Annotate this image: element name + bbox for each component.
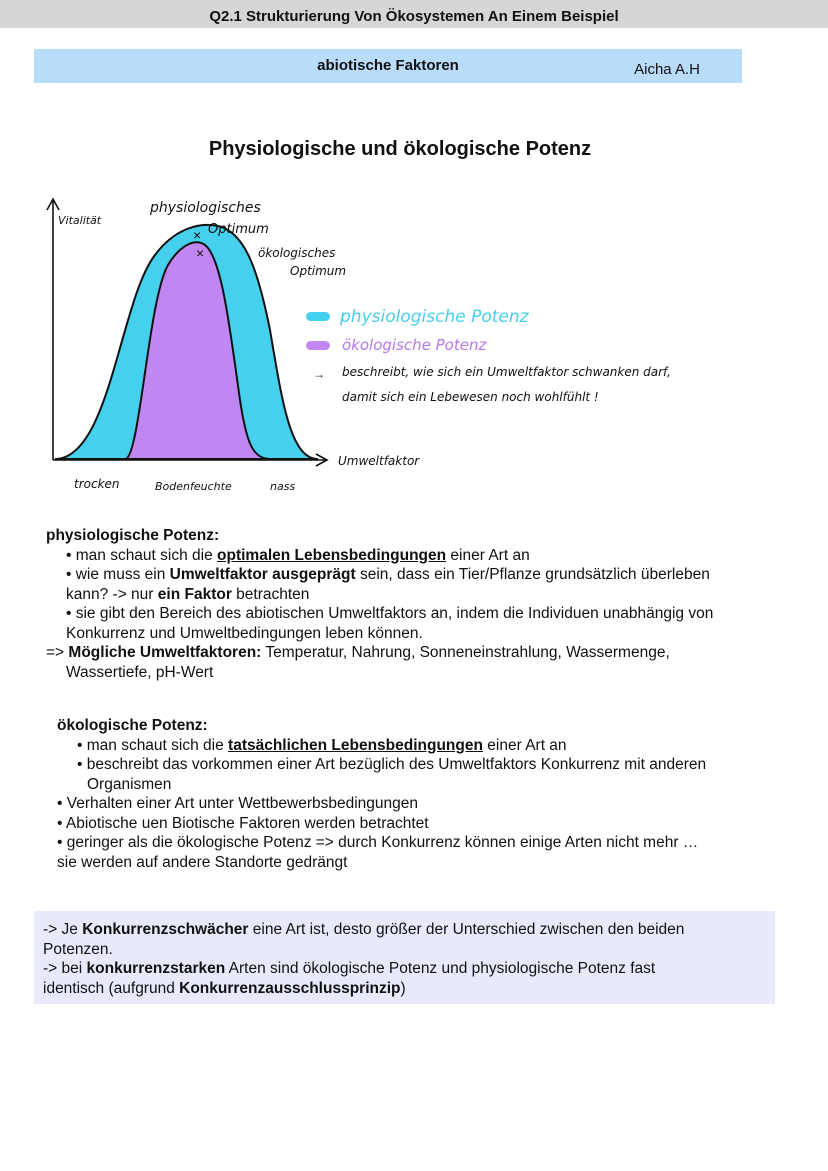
summary-box — [34, 911, 775, 1004]
oek-line-3: Organismen — [87, 775, 172, 793]
phys-line-5: Konkurrenz und Umweltbedingungen leben können. — [66, 624, 423, 642]
phys-optimum-marker: × — [193, 227, 202, 243]
note-line-2: damit sich ein Lebewesen noch wohlfühlt ! — [342, 390, 599, 404]
oek-heading: ökologische Potenz: — [57, 717, 208, 734]
summary-line-4: identisch (aufgrund Konkurrenzausschlussprinzip) — [43, 979, 406, 997]
legend-oek-label: ökologische Potenz — [342, 336, 487, 354]
subheader-topic: abiotische Faktoren — [317, 57, 459, 74]
oek-line-1: • man schaut sich die tatsächlichen Lebensbedingungen einer Art an — [77, 736, 567, 754]
legend-oek-swatch — [306, 341, 330, 350]
phys-line-7: Wassertiefe, pH-Wert — [66, 663, 214, 681]
x-tick-trocken: trocken — [74, 477, 120, 491]
subheader-bar — [34, 49, 742, 83]
summary-line-2: Potenzen. — [43, 940, 113, 958]
oek-optimum-label-1: ökologisches — [258, 246, 336, 260]
legend-phys-label: physiologische Potenz — [340, 307, 529, 327]
legend-phys-swatch — [306, 312, 330, 321]
summary-line-3: -> bei konkurrenzstarken Arten sind ökologische Potenz und physiologische Potenz fast — [43, 960, 656, 977]
oek-line-6: • geringer als die ökologische Potenz => durch Konkurrenz können einige Arten nicht mehr … — [57, 834, 699, 851]
phys-line-2: • wie muss ein Umweltfaktor ausgeprägt sein, dass ein Tier/Pflanze grundsätzlich überleben — [66, 566, 710, 583]
page-title: Physiologische und ökologische Potenz — [208, 138, 592, 160]
author-name: Aicha A.H — [634, 61, 700, 78]
oek-line-5: • Abiotische uen Biotische Faktoren werden betrachtet — [57, 814, 429, 832]
y-axis-label: Vitalität — [58, 214, 102, 227]
potenz-diagram — [0, 185, 828, 505]
phys-optimum-label-2: Optimum — [208, 222, 269, 237]
summary-line-1: -> Je Konkurrenzschwächer eine Art ist, desto größer der Unterschied zwischen den beiden — [43, 921, 685, 938]
oek-optimum-label-2: Optimum — [290, 264, 347, 278]
phys-optimum-label-1: physiologisches — [150, 200, 261, 216]
phys-line-4: • sie gibt den Bereich des abiotischen Umweltfaktors an, indem die Individuen unabhängig von — [66, 605, 714, 622]
x-tick-bodenfeuchte: Bodenfeuchte — [155, 480, 232, 493]
phys-line-3: kann? -> nur ein Faktor betrachten — [66, 585, 310, 603]
oek-line-7: sie werden auf andere Standorte gedrängt — [57, 853, 348, 871]
phys-line-6: => Mögliche Umweltfaktoren: Temperatur, Nahrung, Sonneneinstrahlung, Wassermenge, — [46, 644, 670, 661]
note-arrow: → — [313, 367, 325, 381]
x-tick-nass: nass — [270, 480, 296, 493]
oek-line-4: • Verhalten einer Art unter Wettbewerbsbedingungen — [57, 795, 419, 812]
header-title: Q2.1 Strukturierung Von Ökosystemen An Einem Beispiel — [0, 0, 828, 28]
phys-heading: physiologische Potenz: — [46, 527, 220, 544]
phys-section — [46, 526, 713, 682]
oek-line-2: • beschreibt das vorkommen einer Art bezüglich des Umweltfaktors Konkurrenz mit anderen — [77, 756, 707, 773]
oek-optimum-marker: × — [196, 245, 205, 261]
x-axis-label: Umweltfaktor — [338, 454, 420, 468]
oek-section — [57, 716, 706, 872]
note-line-1: beschreibt, wie sich ein Umweltfaktor schwanken darf, — [342, 365, 671, 379]
phys-line-1: • man schaut sich die optimalen Lebensbedingungen einer Art an — [66, 546, 530, 564]
